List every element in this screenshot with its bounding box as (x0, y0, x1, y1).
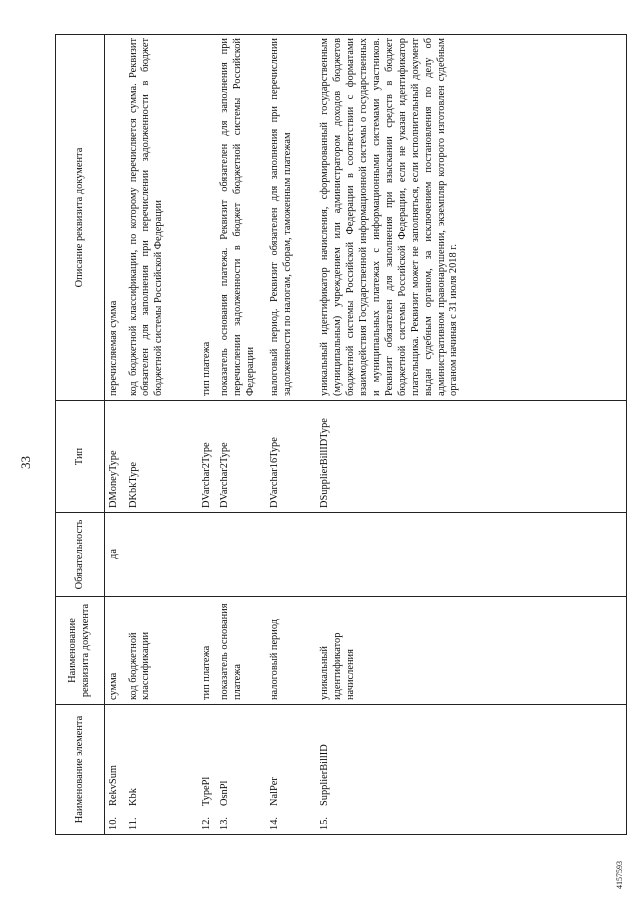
table-row (198, 35, 217, 835)
header-obligation: Обязательность (56, 513, 105, 597)
element-name: RekvSum (108, 765, 119, 806)
header-requisite-name: Наименование реквизита документа (56, 597, 105, 705)
cell-obligation (266, 513, 316, 597)
cell-type: DKbkType (125, 401, 198, 513)
cell-element (316, 705, 626, 835)
row-number: 11. (127, 817, 139, 830)
cell-obligation (125, 513, 198, 597)
table-row (266, 35, 316, 835)
element-name: SupplierBillID (319, 744, 331, 806)
page-number: 33 (18, 456, 33, 469)
header-description: Описание реквизита документа (56, 35, 105, 401)
row-number: 14. (269, 817, 281, 830)
header-element-name: Наименование элемента (56, 705, 105, 835)
cell-element (266, 705, 316, 835)
cell-obligation (216, 513, 266, 597)
table-row (216, 35, 266, 835)
cell-requisite-name: показатель основания платежа (216, 597, 266, 705)
element-name: Kbk (127, 788, 139, 806)
element-name: TypePl (200, 776, 212, 806)
cell-element (198, 705, 217, 835)
cell-type: DMoneyType (105, 401, 125, 513)
row-number: 15. (319, 817, 331, 830)
row-number: 12. (200, 817, 212, 830)
cell-obligation (198, 513, 217, 597)
cell-type: DVarchar16Type (266, 401, 316, 513)
row-number: 10. (108, 817, 119, 830)
cell-description: перечисляемая сумма (105, 35, 125, 401)
cell-type: DSupplierBillIDType (316, 401, 626, 513)
document-code: 4157593 (615, 861, 624, 889)
cell-description: тип платежа (198, 35, 217, 401)
cell-requisite-name: уникальный идентификатор начисления (316, 597, 626, 705)
cell-requisite-name: тип платежа (198, 597, 217, 705)
cell-obligation (316, 513, 626, 597)
cell-requisite-name: код бюджетной классификации (125, 597, 198, 705)
row-number: 13. (219, 817, 231, 830)
cell-requisite-name: налоговый период (266, 597, 316, 705)
requisites-table (55, 34, 627, 835)
table-row (125, 35, 198, 835)
cell-element (216, 705, 266, 835)
element-name: NalPer (269, 777, 281, 806)
cell-obligation: да (105, 513, 125, 597)
table-header-row (56, 35, 105, 835)
element-name: OsnPl (219, 780, 231, 806)
table-row (105, 35, 125, 835)
cell-element (105, 705, 125, 835)
cell-description: уникальный идентификатор начисления, сформированный государственным (муниципальным) учреждением или администратором доходов бюджетов бюджетной системы Российской Федерации в соответствии с форматами взаимодействия Государственной информационной системы о государственных и муниципальных платежах с информационными системами участников. Реквизит обязателен для заполнения при взыскании средств в бюджет бюджетной системы Российской Федерации, если не указан идентификатор плательщика. Реквизит может не заполняться, если исполнительный документ выдан судебным органом, за исключением постановления по делу об административном правонарушении, экземпляр которого изготовлен судебным органом начиная с 31 июля 2018 г. (316, 35, 626, 401)
cell-description: налоговый период. Реквизит обязателен для заполнения при перечислении задолженности по налогам, сборам, таможенным платежам (266, 35, 316, 401)
cell-requisite-name: сумма (105, 597, 125, 705)
cell-description: код бюджетной классификации, по которому перечисляется сумма. Реквизит обязателен для заполнения при перечислении задолженности в бюджет бюджетной системы Российской Федерации (125, 35, 198, 401)
cell-type: DVarchar2Type (198, 401, 217, 513)
cell-type: DVarchar2Type (216, 401, 266, 513)
cell-description: показатель основания платежа. Реквизит обязателен для заполнения при перечислении задолженности в бюджет бюджетной системы Российской Федерации (216, 35, 266, 401)
table-row (316, 35, 626, 835)
cell-element (125, 705, 198, 835)
header-type: Тип (56, 401, 105, 513)
